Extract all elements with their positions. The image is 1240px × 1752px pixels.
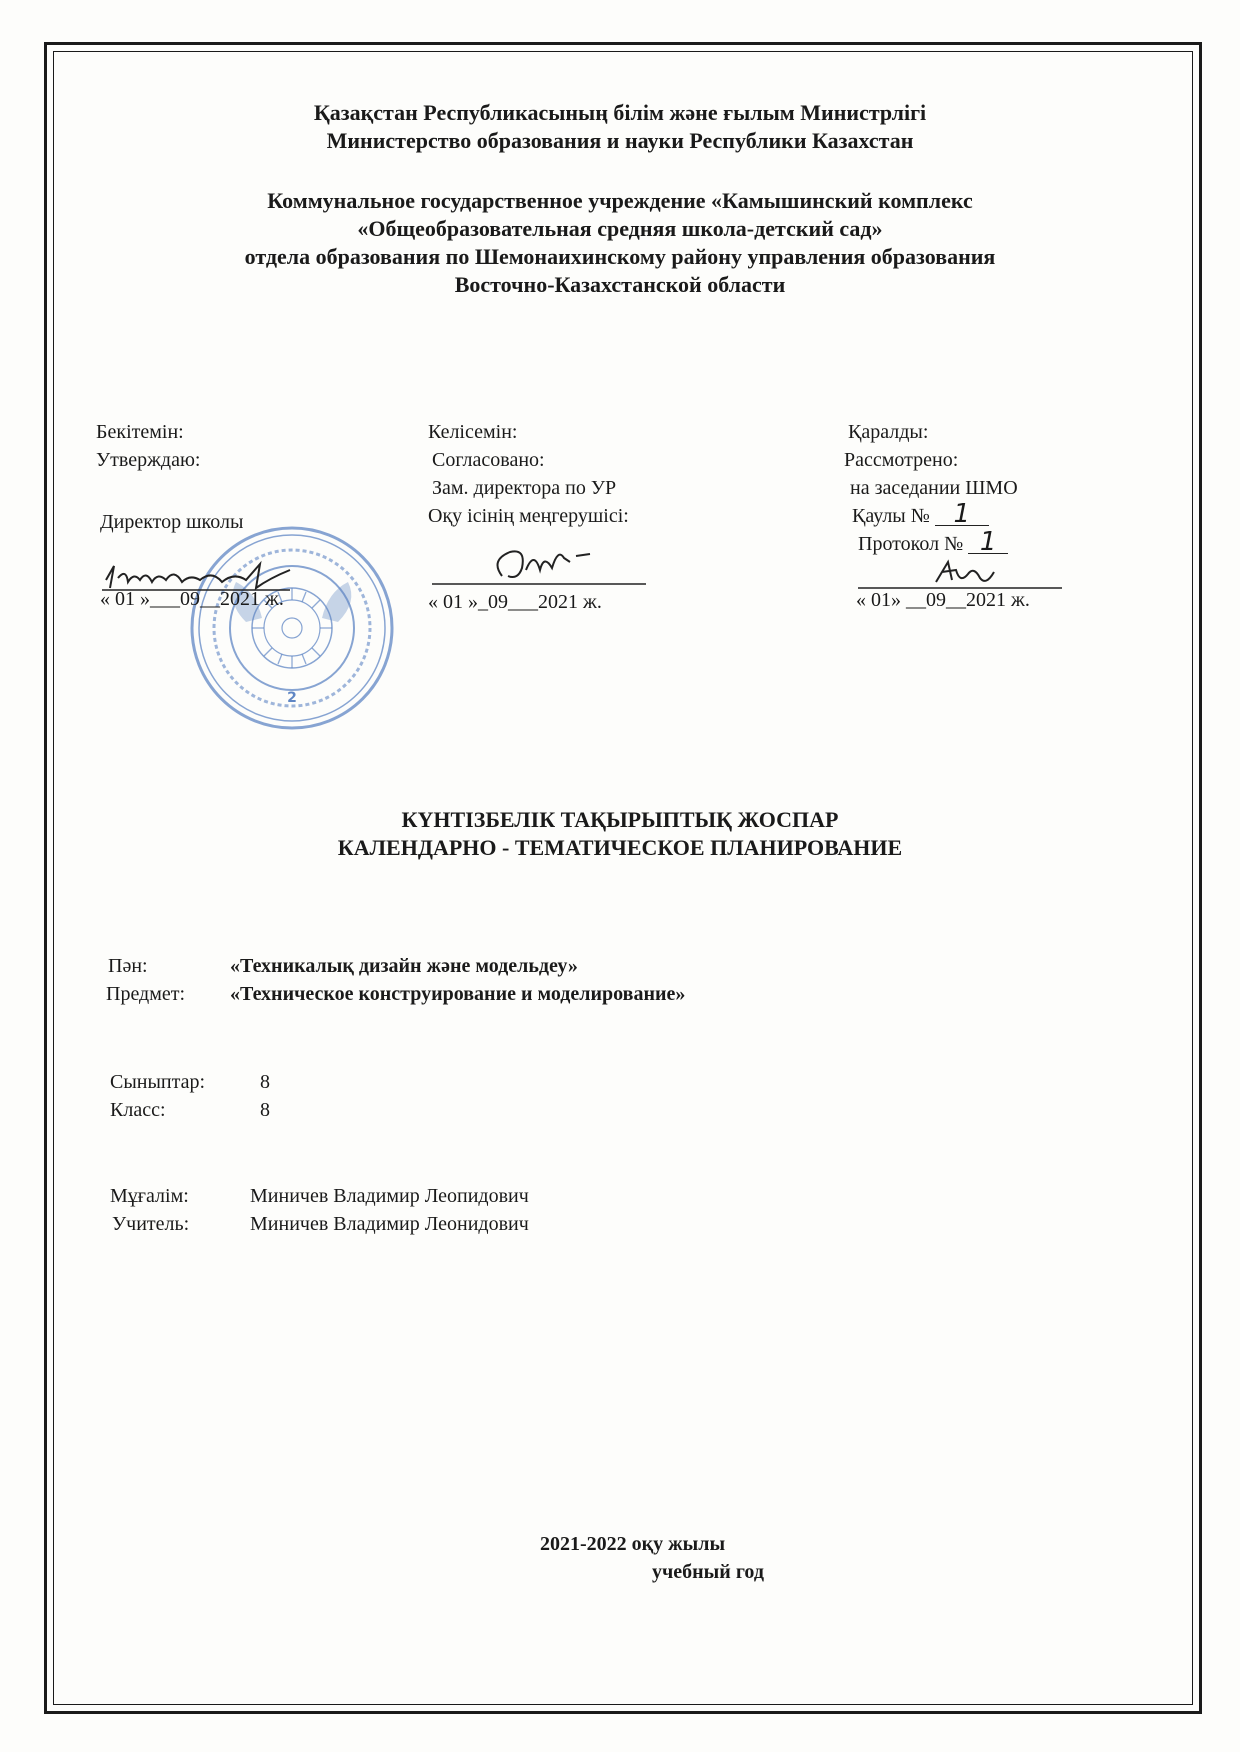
teacher-value-ru: Миничев Владимир Леонидович <box>250 1213 529 1235</box>
subject-value-ru: «Техническое конструирование и моделирование» <box>230 983 686 1005</box>
minutes-kz-row <box>852 499 989 530</box>
agree-label-ru: Согласовано: <box>432 449 545 471</box>
agree-date: « 01 »_09___2021 ж. <box>428 591 602 613</box>
subject-label-kz: Пән: <box>108 955 148 977</box>
teacher-label-kz: Мұғалім: <box>110 1185 189 1207</box>
official-seal-icon <box>186 522 398 734</box>
academic-year-kz: 2021-2022 оқу жылы <box>540 1533 726 1555</box>
institution-line-3: отдела образования по Шемонаихинскому району управления образования <box>244 244 996 269</box>
subject-label-ru: Предмет: <box>106 983 186 1005</box>
approve-label-kz: Бекітемін: <box>96 421 184 443</box>
teacher-label-ru: Учитель: <box>112 1213 190 1235</box>
document-title-ru: КАЛЕНДАРНО - ТЕМАТИЧЕСКОЕ ПЛАНИРОВАНИЕ <box>337 835 903 860</box>
minutes-ru-row <box>858 527 1008 558</box>
review-meeting: на заседании ШМО <box>850 477 1018 499</box>
review-date: « 01» __09__2021 ж. <box>856 589 1030 611</box>
approve-label-ru: Утверждаю: <box>96 449 201 471</box>
director-position: Директор школы <box>100 511 244 533</box>
review-label-kz: Қаралды: <box>848 421 929 443</box>
minutes-ru-label: Протокол № <box>858 533 964 555</box>
academic-year-ru: учебный год <box>652 1561 764 1583</box>
seal-number: 2 <box>287 690 297 706</box>
agree-position-kz: Оқу ісінің меңгерушісі: <box>428 505 629 527</box>
grade-value-kz: 8 <box>260 1071 270 1093</box>
institution-line-2: «Общеобразовательная средняя школа-детский сад» <box>357 216 883 241</box>
institution-line-4: Восточно-Казахстанской области <box>454 272 786 297</box>
grade-label-ru: Класс: <box>110 1099 166 1121</box>
minutes-number-kz: 1 <box>935 503 989 526</box>
deputy-signature-icon <box>430 540 650 590</box>
grade-label-kz: Сыныптар: <box>110 1071 206 1093</box>
grade-value-ru: 8 <box>260 1099 270 1121</box>
subject-value-kz: «Техникалық дизайн және модельдеу» <box>230 955 578 977</box>
inner-border <box>53 51 1193 1705</box>
agree-position-ru: Зам. директора по УР <box>432 477 617 499</box>
minutes-number-ru: 1 <box>968 531 1008 554</box>
institution-line-1: Коммунальное государственное учреждение «Камышинский комплекс <box>267 188 973 213</box>
ministry-ru: Министерство образования и науки Республики Казахстан <box>326 128 914 153</box>
review-label-ru: Рассмотрено: <box>844 449 959 471</box>
minutes-kz-label: Қаулы № <box>852 505 930 527</box>
document-title-kz: КҮНТІЗБЕЛІК ТАҚЫРЫПТЫҚ ЖОСПАР <box>401 807 839 832</box>
agree-label-kz: Келісемін: <box>428 421 518 443</box>
ministry-kz: Қазақстан Республикасының білім және ғылым Министрлігі <box>313 100 927 125</box>
teacher-value-kz: Миничев Владимир Леопидович <box>250 1185 529 1207</box>
approve-date: « 01 »___09__2021 ж. <box>100 588 284 610</box>
